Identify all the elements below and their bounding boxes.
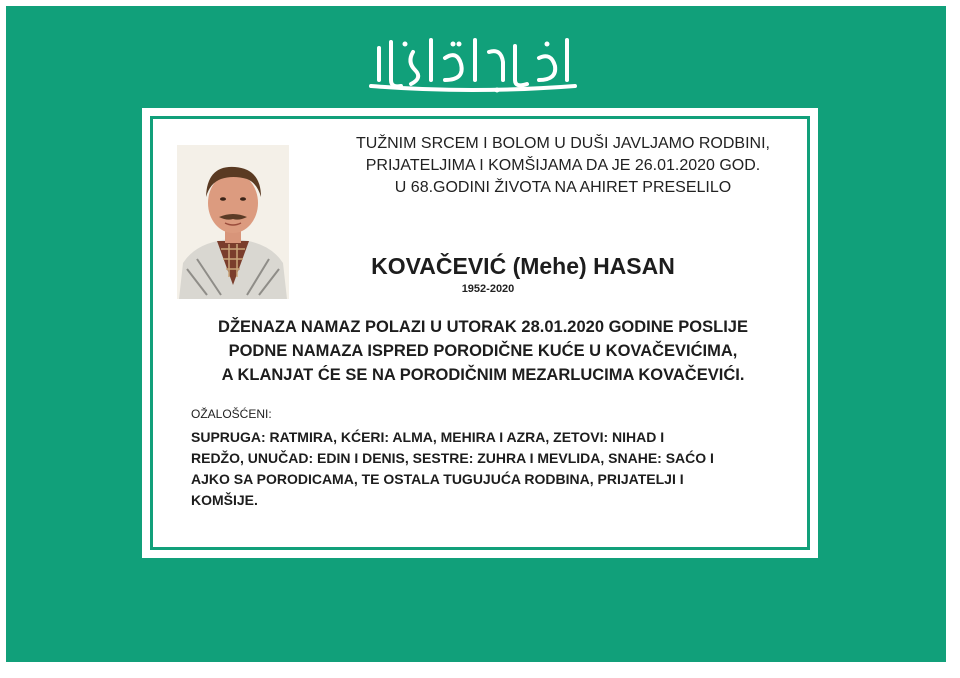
notice-border xyxy=(150,116,810,550)
mourners-line: REDŽO, UNUČAD: EDIN I DENIS, SESTRE: ZUHRA I MEVLIDA, SNAHE: SAĆO I xyxy=(191,450,714,466)
mourners-line: KOMŠIJE. xyxy=(191,492,258,508)
obituary-sheet xyxy=(6,6,946,662)
intro-line: PRIJATELJIMA I KOMŠIJAMA DA JE 26.01.2020 GOD. xyxy=(365,157,761,174)
deceased-name: KOVAČEVIĆ (Mehe) HASAN xyxy=(371,253,675,279)
intro-line: U 68.GODINI ŽIVOTA NA AHIRET PRESELILO xyxy=(394,179,732,196)
intro-line: TUŽNIM SRCEM I BOLOM U DUŠI JAVLJAMO RODBINI, xyxy=(356,135,770,152)
calligraphy-icon xyxy=(361,28,591,98)
mourners-list xyxy=(191,427,791,511)
funeral-info-line: DŽENAZA NAMAZ POLAZI U UTORAK 28.01.2020 GODINE POSLIJE xyxy=(218,318,748,336)
funeral-info xyxy=(173,315,793,387)
mourners-heading: OŽALOŠĆENI: xyxy=(191,407,272,421)
intro-text xyxy=(303,133,823,199)
funeral-info-line: PODNE NAMAZA ISPRED PORODIČNE KUĆE U KOVAČEVIĆIMA, xyxy=(228,342,738,360)
arabic-calligraphy-logo xyxy=(6,28,946,98)
funeral-info-line: A KLANJAT ĆE SE NA PORODIČNIM MEZARLUCIMA KOVAČEVIĆI. xyxy=(221,366,745,384)
life-years: 1952-2020 xyxy=(461,283,515,295)
deceased-photo xyxy=(177,145,289,299)
mourners-line: AJKO SA PORODICAMA, TE OSTALA TUGUJUĆA RODBINA, PRIJATELJI I xyxy=(191,471,684,487)
notice-panel xyxy=(142,108,818,558)
mourners-line: SUPRUGA: RATMIRA, KĆERI: ALMA, MEHIRA I AZRA, ZETOVI: NIHAD I xyxy=(191,429,665,445)
